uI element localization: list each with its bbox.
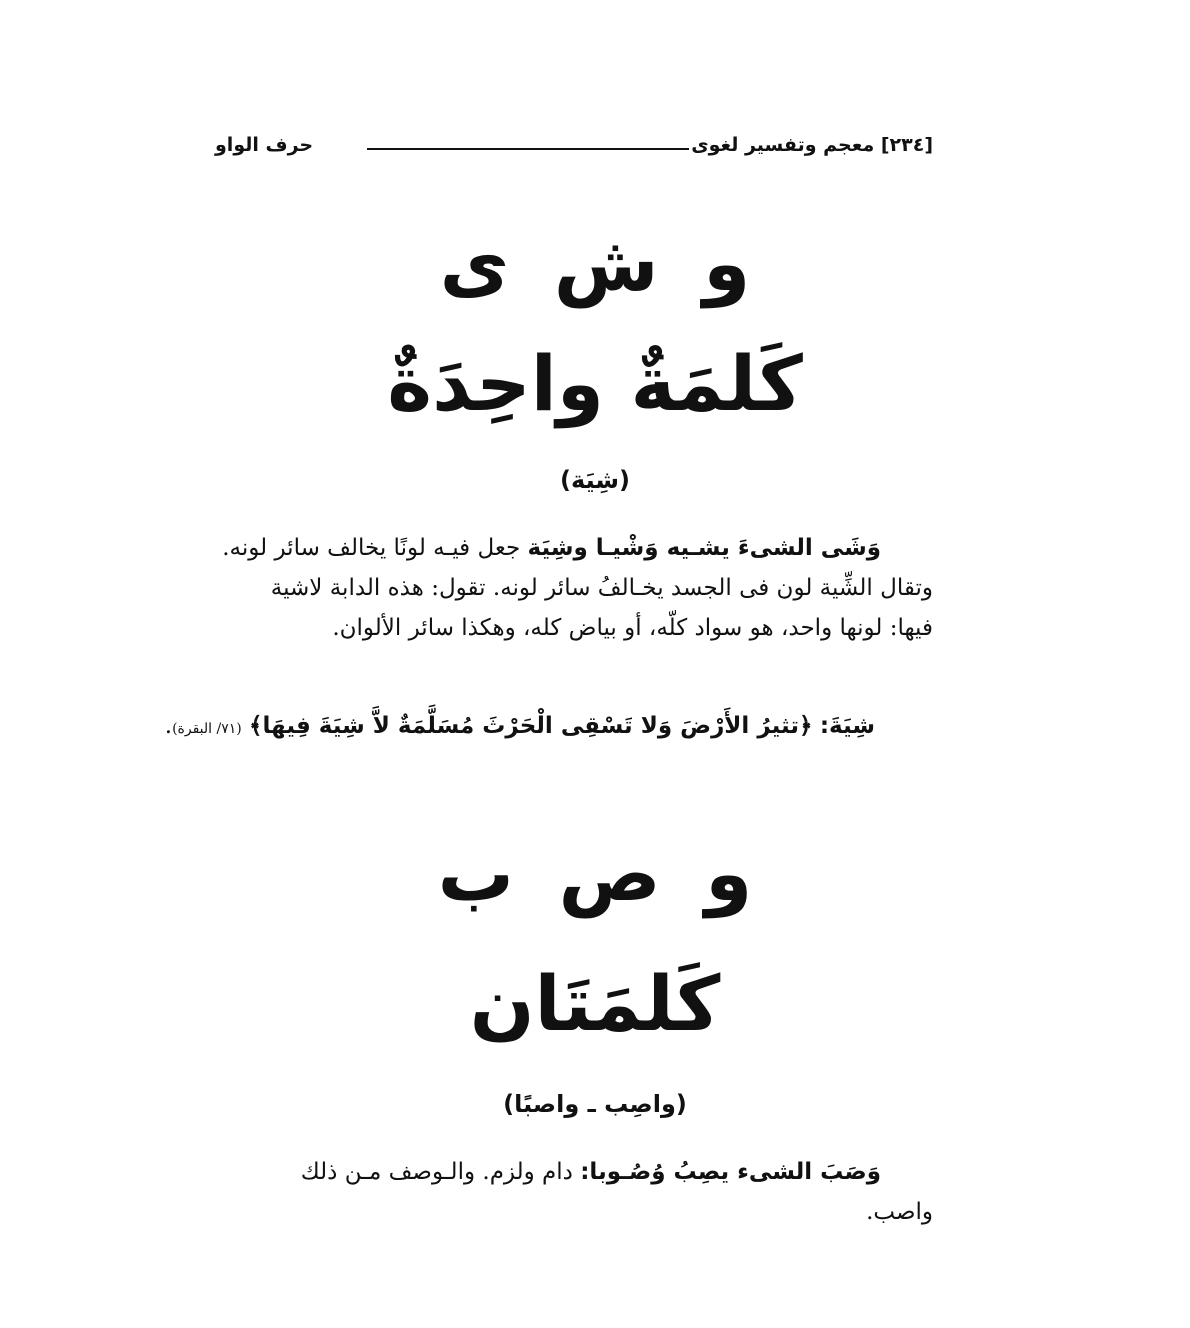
paragraph-line: واصب. xyxy=(866,1199,933,1225)
paragraph-line: وتقال الشِّية لون فى الجسد يخـالفُ سائر لونه. تقول: هذه الدابة لاشية xyxy=(270,575,933,601)
quran-citation-1: شِيَةَ: ﴿تثيرُ الأَرْضَ وَلا تَسْقِى الْحَرْثَ مُسَلَّمَةٌ لاَّ شِيَةَ فِيهَا﴾ (٧١/ البقرة). xyxy=(164,713,875,739)
verse-reference: (٧١/ البقرة) xyxy=(172,721,242,737)
running-title: [٢٣٤] معجم وتفسير لغوى xyxy=(691,134,933,156)
root-heading-wsb: و ص ب xyxy=(437,829,753,918)
section-name: حرف الواو xyxy=(215,134,314,156)
root-heading-wshy: و ش ى xyxy=(439,219,751,308)
headword-phrase: وَصَبَ الشىء يصِبُ وُصُـوبا: xyxy=(580,1159,881,1185)
word-count-heading-2: كَلمَتَان xyxy=(469,959,721,1048)
citation-headword: شِيَةَ: xyxy=(819,713,875,739)
paragraph-line: فيها: لونها واحد، هو سواد كلّه، أو بياض كله، وهكذا سائر الألوان. xyxy=(332,615,933,641)
entry-title-shiya: (شِيَة) xyxy=(560,466,630,494)
page-header xyxy=(215,128,933,162)
entry-title-wasib: (واصِب ـ واصبًا) xyxy=(503,1090,687,1118)
paragraph-line: وَصَبَ الشىء يصِبُ وُصُـوبا: دام ولزم. والـوصف مـن ذلك xyxy=(300,1159,881,1185)
headword-phrase: وَشَى الشىءَ يشـيه وَشْيـا وشِيَة xyxy=(527,535,881,561)
paragraph-line: وَشَى الشىءَ يشـيه وَشْيـا وشِيَة جعل فيـه لونًا يخالف سائر لونه. xyxy=(222,535,881,561)
definition-paragraph-1 xyxy=(215,528,933,648)
definition-paragraph-2 xyxy=(215,1152,933,1232)
quran-verse: ﴿تثيرُ الأَرْضَ وَلا تَسْقِى الْحَرْثَ مُسَلَّمَةٌ لاَّ شِيَةَ فِيهَا﴾ xyxy=(249,713,813,739)
header-rule xyxy=(367,148,689,150)
word-count-heading-1: كَلمَةٌ واحِدَةٌ xyxy=(387,339,803,428)
